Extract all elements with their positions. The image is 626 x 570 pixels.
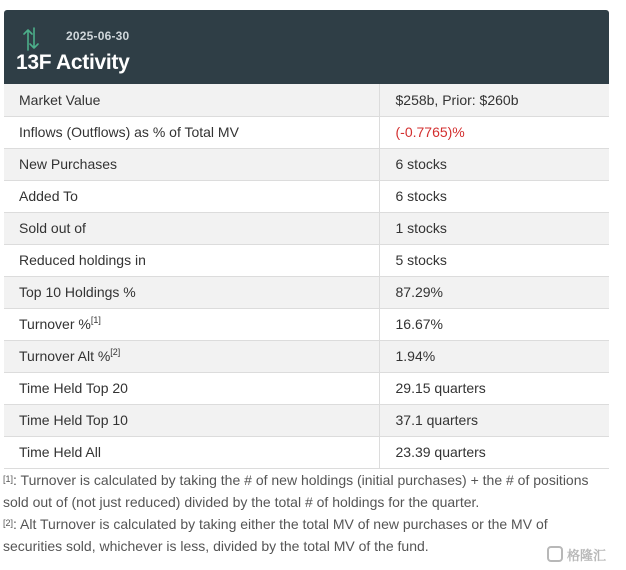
row-label: Reduced holdings in — [4, 244, 379, 276]
table-row — [4, 308, 609, 340]
row-value: 6 stocks — [379, 180, 609, 212]
table-row — [4, 180, 609, 212]
row-value: 5 stocks — [379, 244, 609, 276]
row-label-text: Turnover Alt % — [19, 348, 111, 364]
row-value: 23.39 quarters — [379, 436, 609, 468]
activity-table — [4, 84, 609, 469]
row-label — [4, 308, 379, 340]
row-label: Top 10 Holdings % — [4, 276, 379, 308]
row-value: 16.67% — [379, 308, 609, 340]
card-title: 13F Activity — [16, 51, 130, 74]
footnotes — [3, 469, 603, 557]
footnote-1 — [3, 469, 603, 513]
table-row — [4, 212, 609, 244]
row-label: Sold out of — [4, 212, 379, 244]
row-label — [4, 340, 379, 372]
row-label: Added To — [4, 180, 379, 212]
watermark — [547, 544, 623, 564]
row-label: Market Value — [4, 84, 379, 116]
gelonghui-logo-icon — [547, 546, 563, 562]
footnote-text: : Alt Turnover is calculated by taking either the total MV of new purchases or the MV of securities sold, whichever is less, divided by the total MV of the fund. — [3, 516, 548, 554]
footnote-text: : Turnover is calculated by taking the # of new holdings (initial purchases) + the # of positions sold out of (not just reduced) divided by the total # of holdings for the quarter. — [3, 472, 589, 510]
row-value: 1.94% — [379, 340, 609, 372]
row-label: Time Held Top 20 — [4, 372, 379, 404]
row-label: Inflows (Outflows) as % of Total MV — [4, 116, 379, 148]
footnote-ref-1[interactable]: [1] — [90, 315, 101, 325]
table-row — [4, 436, 609, 468]
row-value: $258b, Prior: $260b — [379, 84, 609, 116]
report-date: 2025-06-30 — [66, 29, 130, 43]
table-row — [4, 276, 609, 308]
row-value: 87.29% — [379, 276, 609, 308]
table-row — [4, 404, 609, 436]
watermark-text: 格隆汇 — [567, 547, 607, 563]
row-value: 29.15 quarters — [379, 372, 609, 404]
table-row — [4, 84, 609, 116]
row-value: 1 stocks — [379, 212, 609, 244]
table-row — [4, 148, 609, 180]
negative-value: (-0.7765)% — [395, 124, 465, 140]
footnote-ref-2[interactable]: [2] — [110, 347, 121, 357]
table-row — [4, 116, 609, 148]
footnote-marker: [2] — [3, 518, 14, 528]
row-label: New Purchases — [4, 148, 379, 180]
activity-card — [4, 10, 609, 469]
row-value: 37.1 quarters — [379, 404, 609, 436]
up-down-arrows-icon — [20, 26, 42, 52]
footnote-marker: [1] — [3, 474, 14, 484]
card-header — [4, 10, 609, 84]
table-row — [4, 340, 609, 372]
table-row — [4, 372, 609, 404]
row-label: Time Held Top 10 — [4, 404, 379, 436]
footnote-2 — [3, 513, 603, 557]
row-value — [379, 116, 609, 148]
row-label-text: Turnover % — [19, 316, 91, 332]
row-label: Time Held All — [4, 436, 379, 468]
table-row — [4, 244, 609, 276]
row-value: 6 stocks — [379, 148, 609, 180]
